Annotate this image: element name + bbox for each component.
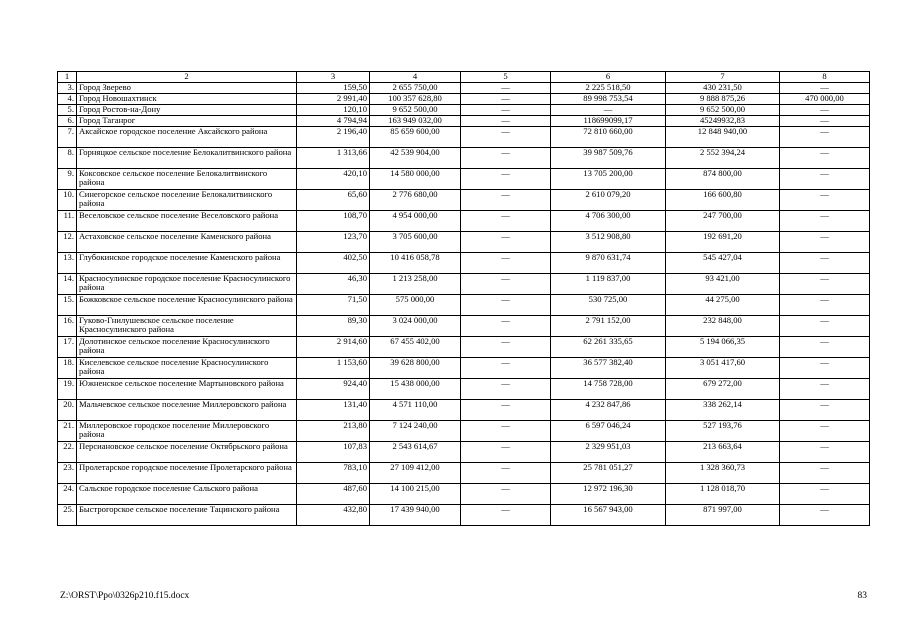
col6-cell: 36 577 382,40 [551,357,666,378]
municipality-name-cell: Веселовское сельское поселение Веселовского района [77,210,297,231]
col4-cell: 10 416 058,78 [370,252,461,273]
col6-cell: 118699099,17 [551,115,666,126]
header-cell: 6 [551,72,666,83]
col5-cell: — [461,483,551,504]
table-row [58,252,870,273]
table-row [58,315,870,336]
municipality-name-cell: Пролетарское городское поселение Пролетарского района [77,462,297,483]
col6-cell: 2 225 518,50 [551,82,666,93]
footer-file-path: Z:\ORST\Ppo\0326p210.f15.docx [60,591,190,601]
row-number-cell: 6. [58,115,77,126]
row-number-cell: 9. [58,168,77,189]
col7-cell: 527 193,76 [666,420,780,441]
col8-cell: — [780,210,870,231]
col7-cell: 679 272,00 [666,378,780,399]
header-cell: 1 [58,72,77,83]
row-number-cell: 11. [58,210,77,231]
col3-cell: 2 914,60 [297,336,370,357]
col3-cell: 131,40 [297,399,370,420]
col8-cell: — [780,273,870,294]
col8-cell: — [780,147,870,168]
row-number-cell: 25. [58,504,77,525]
col5-cell: — [461,93,551,104]
col3-cell: 924,40 [297,378,370,399]
col5-cell: — [461,168,551,189]
col7-cell: 1 328 360,73 [666,462,780,483]
col4-cell: 39 628 800,00 [370,357,461,378]
header-cell: 8 [780,72,870,83]
col5-cell: — [461,462,551,483]
header-cell: 5 [461,72,551,83]
col4-cell: 100 357 628,80 [370,93,461,104]
col5-cell: — [461,82,551,93]
col6-cell: — [551,104,666,115]
table-row [58,399,870,420]
col4-cell: 2 543 614,67 [370,441,461,462]
col5-cell: — [461,231,551,252]
col7-cell: 338 262,14 [666,399,780,420]
header-cell: 3 [297,72,370,83]
col5-cell: — [461,315,551,336]
col3-cell: 402,50 [297,252,370,273]
col6-cell: 14 758 728,00 [551,378,666,399]
col5-cell: — [461,399,551,420]
row-number-cell: 12. [58,231,77,252]
col3-cell: 65,60 [297,189,370,210]
table-row [58,126,870,147]
table-row [58,378,870,399]
col7-cell: 430 231,50 [666,82,780,93]
col5-cell: — [461,252,551,273]
table-row [58,273,870,294]
col4-cell: 17 439 940,00 [370,504,461,525]
col5-cell: — [461,126,551,147]
col3-cell: 89,30 [297,315,370,336]
table-row [58,93,870,104]
col5-cell: — [461,189,551,210]
col8-cell: — [780,294,870,315]
table-row [58,168,870,189]
table-row [58,357,870,378]
col8-cell: — [780,336,870,357]
col3-cell: 420,10 [297,168,370,189]
col4-cell: 9 652 500,00 [370,104,461,115]
col4-cell: 3 024 000,00 [370,315,461,336]
col4-cell: 575 000,00 [370,294,461,315]
municipality-name-cell: Горняцкое сельское поселение Белокалитвинского района [77,147,297,168]
col5-cell: — [461,378,551,399]
row-number-cell: 24. [58,483,77,504]
col5-cell: — [461,504,551,525]
row-number-cell: 4. [58,93,77,104]
col4-cell: 7 124 240,00 [370,420,461,441]
col5-cell: — [461,294,551,315]
col4-cell: 2 655 750,00 [370,82,461,93]
municipality-name-cell: Гуково-Гнилушевское сельское поселение Красносулинского района [77,315,297,336]
row-number-cell: 22. [58,441,77,462]
col4-cell: 15 438 000,00 [370,378,461,399]
municipality-name-cell: Город Зверево [77,82,297,93]
col4-cell: 2 776 680,00 [370,189,461,210]
col7-cell: 12 848 940,00 [666,126,780,147]
row-number-cell: 14. [58,273,77,294]
table-body [58,72,870,526]
col8-cell: 470 000,00 [780,93,870,104]
municipality-name-cell: Долотинское сельское поселение Красносулинского района [77,336,297,357]
col3-cell: 4 794,94 [297,115,370,126]
col3-cell: 159,50 [297,82,370,93]
col8-cell: — [780,231,870,252]
col3-cell: 1 153,60 [297,357,370,378]
col8-cell: — [780,378,870,399]
row-number-cell: 23. [58,462,77,483]
col7-cell: 192 691,20 [666,231,780,252]
table-row [58,420,870,441]
col7-cell: 871 997,00 [666,504,780,525]
municipality-name-cell: Миллеровское городское поселение Миллеровского района [77,420,297,441]
col7-cell: 874 800,00 [666,168,780,189]
col6-cell: 9 870 631,74 [551,252,666,273]
row-number-cell: 18. [58,357,77,378]
col8-cell: — [780,483,870,504]
col6-cell: 6 597 046,24 [551,420,666,441]
row-number-cell: 5. [58,104,77,115]
table-row [58,483,870,504]
col7-cell: 9 888 875,26 [666,93,780,104]
col3-cell: 783,10 [297,462,370,483]
col4-cell: 163 949 032,00 [370,115,461,126]
col5-cell: — [461,210,551,231]
col4-cell: 14 100 215,00 [370,483,461,504]
col5-cell: — [461,420,551,441]
col6-cell: 4 706 300,00 [551,210,666,231]
col4-cell: 4 954 000,00 [370,210,461,231]
col6-cell: 89 998 753,54 [551,93,666,104]
municipality-name-cell: Божковское сельское поселение Красносулинского района [77,294,297,315]
col8-cell: — [780,504,870,525]
col6-cell: 4 232 847,86 [551,399,666,420]
col8-cell: — [780,115,870,126]
col6-cell: 2 791 152,00 [551,315,666,336]
col8-cell: — [780,189,870,210]
page-number: 83 [857,591,867,601]
col5-cell: — [461,273,551,294]
col6-cell: 1 119 837,00 [551,273,666,294]
col6-cell: 13 705 200,00 [551,168,666,189]
col7-cell: 232 848,00 [666,315,780,336]
table-row [58,441,870,462]
col5-cell: — [461,357,551,378]
table-row [58,294,870,315]
col6-cell: 16 567 943,00 [551,504,666,525]
col8-cell: — [780,462,870,483]
col4-cell: 3 705 600,00 [370,231,461,252]
municipality-name-cell: Киселевское сельское поселение Красносулинского района [77,357,297,378]
municipality-name-cell: Город Ростов-на-Дону [77,104,297,115]
municipality-name-cell: Красносулинское городское поселение Красносулинского района [77,273,297,294]
municipality-name-cell: Город Таганрог [77,115,297,126]
col5-cell: — [461,115,551,126]
table-row [58,115,870,126]
municipality-name-cell: Быстрогорское сельское поселение Тацинского района [77,504,297,525]
row-number-cell: 7. [58,126,77,147]
header-cell: 4 [370,72,461,83]
col7-cell: 166 600,80 [666,189,780,210]
col6-cell: 25 781 051,27 [551,462,666,483]
municipality-name-cell: Мальчевское сельское поселение Миллеровского района [77,399,297,420]
row-number-cell: 15. [58,294,77,315]
municipality-name-cell: Город Новошахтинск [77,93,297,104]
municipality-name-cell: Южненское сельское поселение Мартыновского района [77,378,297,399]
table-header-row [58,72,870,83]
col5-cell: — [461,147,551,168]
col7-cell: 1 128 018,70 [666,483,780,504]
col6-cell: 530 725,00 [551,294,666,315]
col4-cell: 85 659 600,00 [370,126,461,147]
row-number-cell: 19. [58,378,77,399]
municipality-name-cell: Аксайское городское поселение Аксайского района [77,126,297,147]
table-row [58,504,870,525]
col4-cell: 42 539 904,00 [370,147,461,168]
col3-cell: 120,10 [297,104,370,115]
col8-cell: — [780,82,870,93]
col6-cell: 72 810 660,00 [551,126,666,147]
col5-cell: — [461,104,551,115]
col7-cell: 44 275,00 [666,294,780,315]
col8-cell: — [780,441,870,462]
municipality-name-cell: Синегорское сельское поселение Белокалитвинского района [77,189,297,210]
row-number-cell: 3. [58,82,77,93]
col7-cell: 5 194 066,35 [666,336,780,357]
col3-cell: 2 196,40 [297,126,370,147]
municipality-name-cell: Коксовское сельское поселение Белокалитвинского района [77,168,297,189]
municipality-name-cell: Глубокинское городское поселение Каменского района [77,252,297,273]
col3-cell: 107,83 [297,441,370,462]
col4-cell: 67 455 402,00 [370,336,461,357]
table-row [58,210,870,231]
col6-cell: 39 987 509,76 [551,147,666,168]
table-row [58,336,870,357]
table-row [58,231,870,252]
col8-cell: — [780,315,870,336]
col6-cell: 3 512 908,80 [551,231,666,252]
table-row [58,462,870,483]
col8-cell: — [780,357,870,378]
row-number-cell: 8. [58,147,77,168]
col4-cell: 27 109 412,00 [370,462,461,483]
col3-cell: 1 313,66 [297,147,370,168]
col7-cell: 213 663,64 [666,441,780,462]
col3-cell: 432,80 [297,504,370,525]
col3-cell: 71,50 [297,294,370,315]
row-number-cell: 17. [58,336,77,357]
col4-cell: 14 580 000,00 [370,168,461,189]
municipality-name-cell: Персиановское сельское поселение Октябрьского района [77,441,297,462]
col6-cell: 62 261 335,65 [551,336,666,357]
table-row [58,189,870,210]
col8-cell: — [780,168,870,189]
col6-cell: 2 329 951,03 [551,441,666,462]
col7-cell: 9 652 500,00 [666,104,780,115]
row-number-cell: 13. [58,252,77,273]
municipality-name-cell: Астаховское сельское поселение Каменского района [77,231,297,252]
col4-cell: 4 571 110,00 [370,399,461,420]
col8-cell: — [780,252,870,273]
table-row [58,104,870,115]
col3-cell: 46,30 [297,273,370,294]
table-row [58,82,870,93]
col7-cell: 3 051 417,60 [666,357,780,378]
col7-cell: 93 421,00 [666,273,780,294]
header-cell: 7 [666,72,780,83]
municipality-name-cell: Сальское городское поселение Сальского района [77,483,297,504]
col8-cell: — [780,126,870,147]
col3-cell: 2 991,40 [297,93,370,104]
col6-cell: 12 972 196,30 [551,483,666,504]
col7-cell: 2 552 394,24 [666,147,780,168]
header-cell: 2 [77,72,297,83]
col5-cell: — [461,441,551,462]
row-number-cell: 21. [58,420,77,441]
table-row [58,147,870,168]
col3-cell: 487,60 [297,483,370,504]
col8-cell: — [780,420,870,441]
row-number-cell: 20. [58,399,77,420]
col4-cell: 1 213 258,00 [370,273,461,294]
col8-cell: — [780,399,870,420]
col7-cell: 45249932,83 [666,115,780,126]
col3-cell: 123,70 [297,231,370,252]
col3-cell: 108,70 [297,210,370,231]
col6-cell: 2 610 079,20 [551,189,666,210]
col7-cell: 247 700,00 [666,210,780,231]
col7-cell: 545 427,04 [666,252,780,273]
row-number-cell: 16. [58,315,77,336]
col5-cell: — [461,336,551,357]
row-number-cell: 10. [58,189,77,210]
col3-cell: 213,80 [297,420,370,441]
col8-cell: — [780,104,870,115]
data-table [57,71,870,526]
